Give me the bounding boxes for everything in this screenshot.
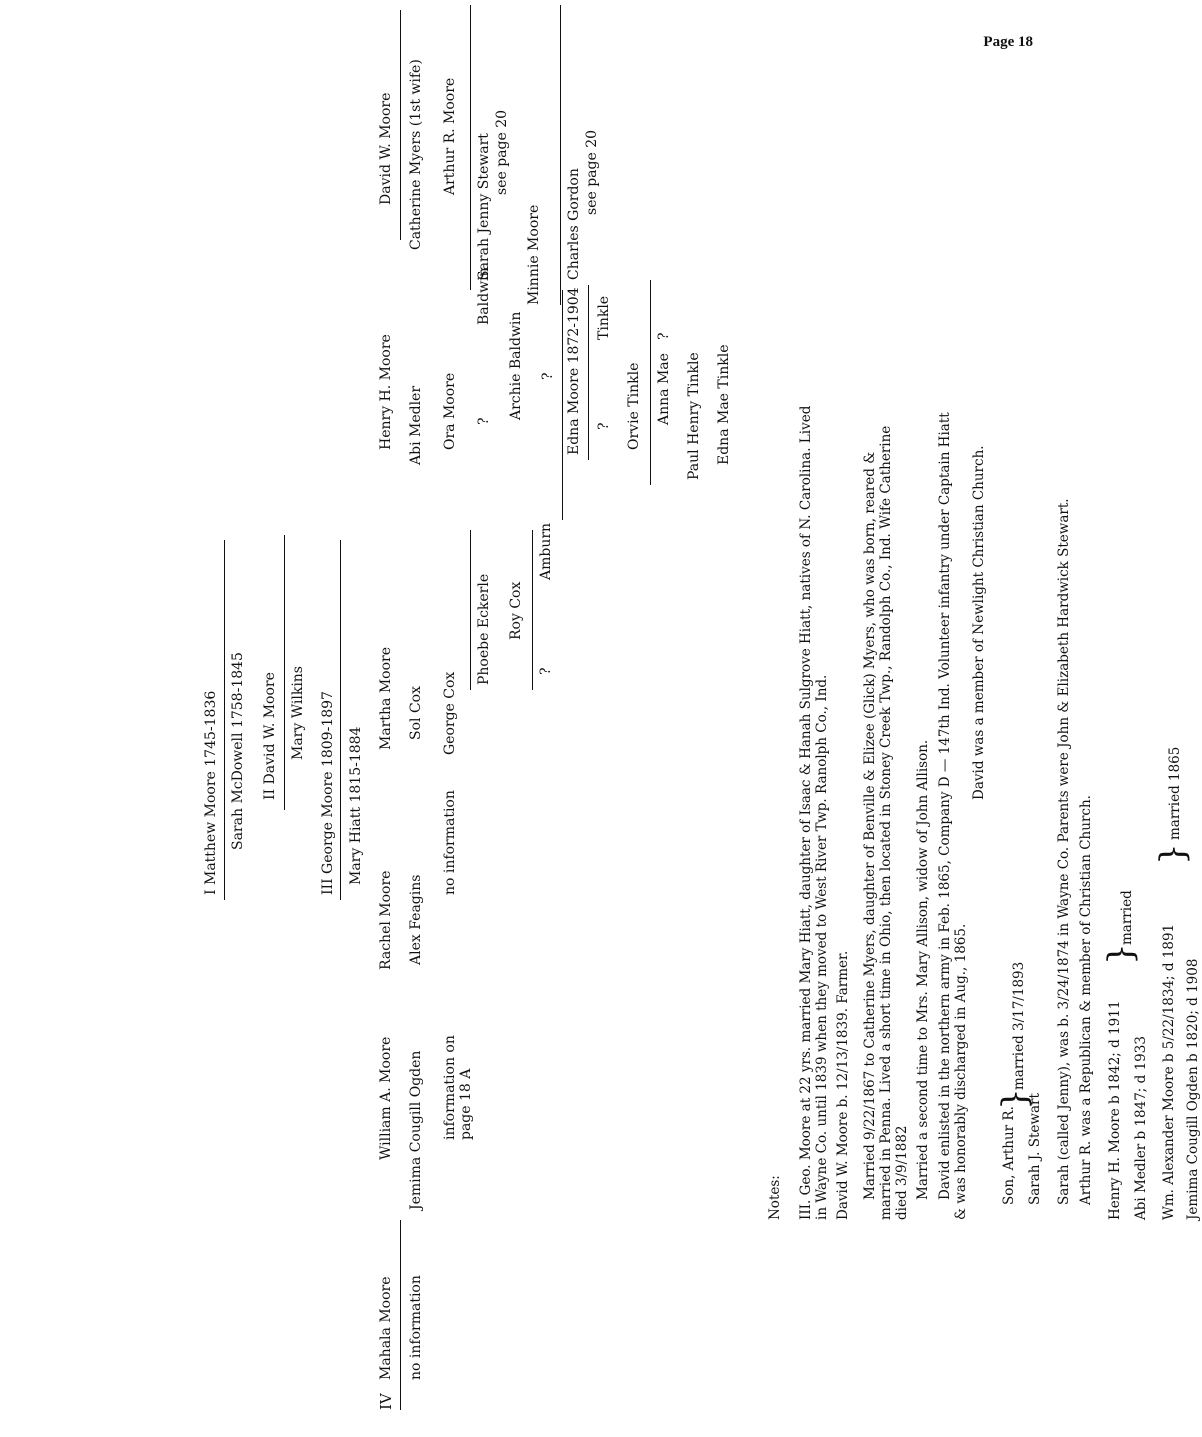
surname-baldwin: Baldwin <box>476 267 492 325</box>
gen2-rule <box>284 535 285 810</box>
note-paragraph: Married 9/22/1867 to Catherine Myers, daughter of Benville & Elizee (Glick) Myers, who was born, reared & married in Penna. Lived a short time in Ohio, then located in Stoney Creek Twp., Randolph Co., Ind. Wife Catherine died 3/9/1882 <box>862 425 911 1220</box>
child-spouse: Catherine Myers (1st wife) <box>408 59 424 250</box>
note-birth: Wm. Alexander Moore b 5/22/1834; d 1891 <box>1161 923 1177 1220</box>
great-grandchild: Sarah Jenny Stewart <box>476 133 492 280</box>
great-great-great-grandchild: Paul Henry Tinkle <box>686 352 702 480</box>
notes-heading: Notes: <box>767 1175 783 1220</box>
great-grandchild: Archie Baldwin <box>508 311 524 420</box>
surname-amburn: Amburn <box>538 522 554 580</box>
gen2-name: II David W. Moore <box>262 672 278 800</box>
cross-reference: see page 20 <box>494 109 510 195</box>
child-name: Martha Moore <box>378 647 394 750</box>
unknown-person: ? <box>476 417 492 425</box>
great-grandchild: Phoebe Eckerle <box>476 573 492 685</box>
note-paragraph: David was a member of Newlight Christian Church. <box>971 445 987 800</box>
brace-glyph: } <box>1101 943 1141 965</box>
note-married: married 3/17/1893 <box>1011 961 1027 1090</box>
note-married: married 1865 <box>1167 746 1183 840</box>
child-note: information on <box>442 1035 458 1140</box>
david-rule <box>470 5 471 290</box>
great-grandchild: Charles Gordon <box>566 168 582 280</box>
child-spouse: Sol Cox <box>408 686 424 740</box>
note-birth: Abi Medler b 1847; d 1933 <box>1133 1036 1149 1220</box>
child-name: William A. Moore <box>378 1036 394 1160</box>
gen1-rule <box>224 540 225 900</box>
david-rule <box>560 5 561 305</box>
martha-rule <box>470 530 471 690</box>
unknown-person: ? <box>656 332 672 340</box>
page-number: Page 18 <box>983 34 1033 50</box>
martha-rule <box>532 530 533 690</box>
note-birth: Jemima Cougill Ogden b 1820; d 1908 <box>1185 958 1201 1220</box>
note-paragraph: David enlisted in the northern army in Feb. 1865, Company D — 147th Ind. Volunteer infantry under Captain Hiatt & was honorably discharged in Aug., 1865. <box>937 412 970 1220</box>
note-birth: Henry H. Moore b 1842; d 1911 <box>1107 1000 1123 1220</box>
child-spouse: no information <box>408 1275 424 1380</box>
note-son: Son, Arthur R. <box>1001 1106 1017 1205</box>
child-note-2: page 18 A <box>458 1068 474 1140</box>
child-spouse: Jemima Cougill Ogden <box>408 1050 424 1210</box>
henry-rule <box>562 290 563 520</box>
note-son-wife: Sarah J. Stewart <box>1027 1093 1043 1205</box>
henry-rule <box>588 285 589 460</box>
child-rule <box>400 10 401 240</box>
child-name: Henry H. Moore <box>378 334 394 450</box>
great-great-great-grandchild: Edna Mae Tinkle <box>716 344 732 465</box>
brace-glyph: } <box>995 1088 1035 1110</box>
child-spouse: Abi Medler <box>408 385 424 465</box>
grandchild: George Cox <box>442 671 458 755</box>
cross-reference: see page 20 <box>584 129 600 215</box>
child-note: no information <box>442 790 458 895</box>
child-name: Rachel Moore <box>378 870 394 970</box>
great-grandchild: Minnie Moore <box>526 204 542 305</box>
henry-rule <box>650 280 651 485</box>
unknown-person: ? <box>540 372 556 380</box>
grandchild: Arthur R. Moore <box>442 77 458 195</box>
child-name: Mahala Moore <box>378 1276 394 1380</box>
note-paragraph: Married a second time to Mrs. Mary Allison, widow of John Allison. <box>915 739 931 1200</box>
note-married: married <box>1119 890 1135 945</box>
note-paragraph: Sarah (called Jenny), was b. 3/24/1874 in Wayne Co. Parents were John & Elizabeth Hardwick Stewart. <box>1056 498 1072 1205</box>
unknown-person: ? <box>538 667 554 675</box>
note-paragraph: III. Geo. Moore at 22 yrs. married Mary Hiatt, daughter of Isaac & Hanah Sulgrove Hiatt, natives of N. Carolina. Lived in Wayne Co. until 1839 when they moved to West River Twp. Ranolph Co., Ind. <box>798 405 831 1220</box>
great-great-grandchild: Anna Mae <box>656 353 672 425</box>
gen3-rule <box>340 540 341 900</box>
great-great-grandchild: Edna Moore 1872-1904 <box>566 287 582 455</box>
child-name: David W. Moore <box>378 92 394 205</box>
great-great-grandchild: Roy Cox <box>508 581 524 640</box>
gen3-name: III George Moore 1809-1897 <box>320 691 336 895</box>
gen4-label: IV <box>377 1393 395 1410</box>
gen1-name: I Matthew Moore 1745-1836 <box>203 690 219 895</box>
grandchild: Ora Moore <box>442 372 458 450</box>
brace-glyph: } <box>1153 843 1193 865</box>
gen1-spouse: Sarah McDowell 1758-1845 <box>230 652 246 850</box>
note-paragraph: Arthur R. was a Republican & member of Christian Church. <box>1078 795 1094 1205</box>
gen3-spouse: Mary Hiatt 1815-1884 <box>348 726 364 885</box>
gen2-spouse: Mary Wilkins <box>290 666 306 760</box>
child-spouse: Alex Feagins <box>408 874 424 965</box>
rotated-page-content <box>190 10 1201 1410</box>
note-paragraph: David W. Moore b. 12/13/1839. Farmer. <box>835 950 851 1220</box>
unknown-person: ? <box>596 422 612 430</box>
great-great-grandchild: Orvie Tinkle <box>626 362 642 450</box>
surname-tinkle: Tinkle <box>596 295 612 340</box>
child-rule <box>400 1220 401 1410</box>
